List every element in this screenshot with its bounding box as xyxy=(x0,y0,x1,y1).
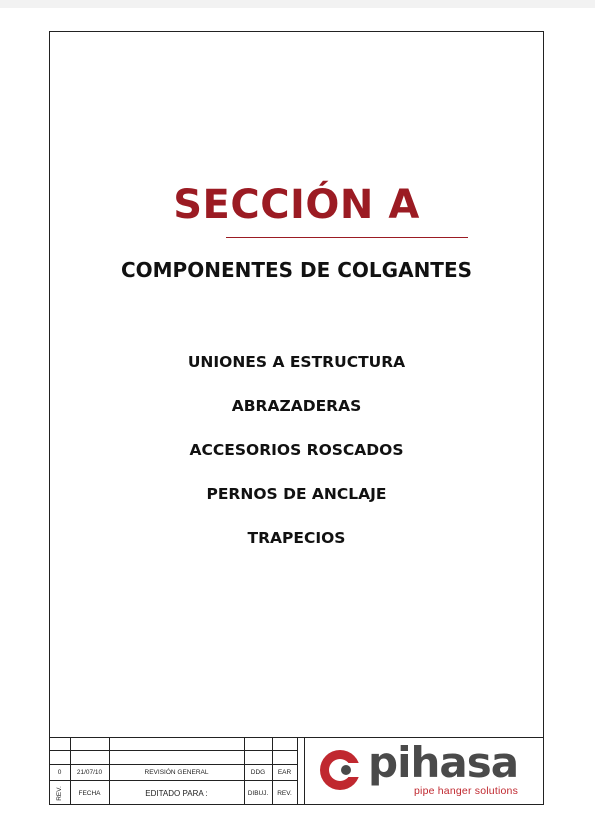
rev-header-label: REV. xyxy=(55,785,63,801)
topic-item: ABRAZADERAS xyxy=(231,397,362,415)
title-underline xyxy=(226,237,468,238)
rev-reviewed-by: EAR xyxy=(277,769,292,776)
rev-drawn-by: DDG xyxy=(250,769,266,776)
viewer-top-bar xyxy=(0,0,595,8)
page-frame xyxy=(49,31,544,805)
drawn-header: DIBUJ. xyxy=(247,789,269,797)
reviewed-header: REV. xyxy=(277,789,292,797)
pihasa-logo xyxy=(316,738,536,804)
section-subtitle: COMPONENTES DE COLGANTES xyxy=(120,258,473,282)
tb-line xyxy=(304,737,305,805)
tb-line xyxy=(49,764,297,765)
tb-line xyxy=(49,750,297,751)
topic-list xyxy=(50,353,543,573)
rev-number: 0 xyxy=(57,769,62,776)
pihasa-logo-icon xyxy=(316,746,366,796)
rev-header xyxy=(49,781,70,805)
rev-date: 21/07/10 xyxy=(76,769,103,776)
rev-description: REVISIÓN GENERAL xyxy=(144,769,209,776)
section-title: SECCIÓN A xyxy=(173,182,420,228)
tb-line xyxy=(297,737,298,805)
logo-wordmark: pihasa xyxy=(368,738,519,787)
topic-item: ACCESORIOS ROSCADOS xyxy=(189,441,404,459)
edited-for-header: EDITADO PARA : xyxy=(145,788,208,798)
logo-tagline: pipe hanger solutions xyxy=(414,785,519,797)
topic-item: UNIONES A ESTRUCTURA xyxy=(187,353,406,371)
topic-item: PERNOS DE ANCLAJE xyxy=(206,485,387,503)
date-header: FECHA xyxy=(78,789,101,797)
topic-item: TRAPECIOS xyxy=(247,529,346,547)
